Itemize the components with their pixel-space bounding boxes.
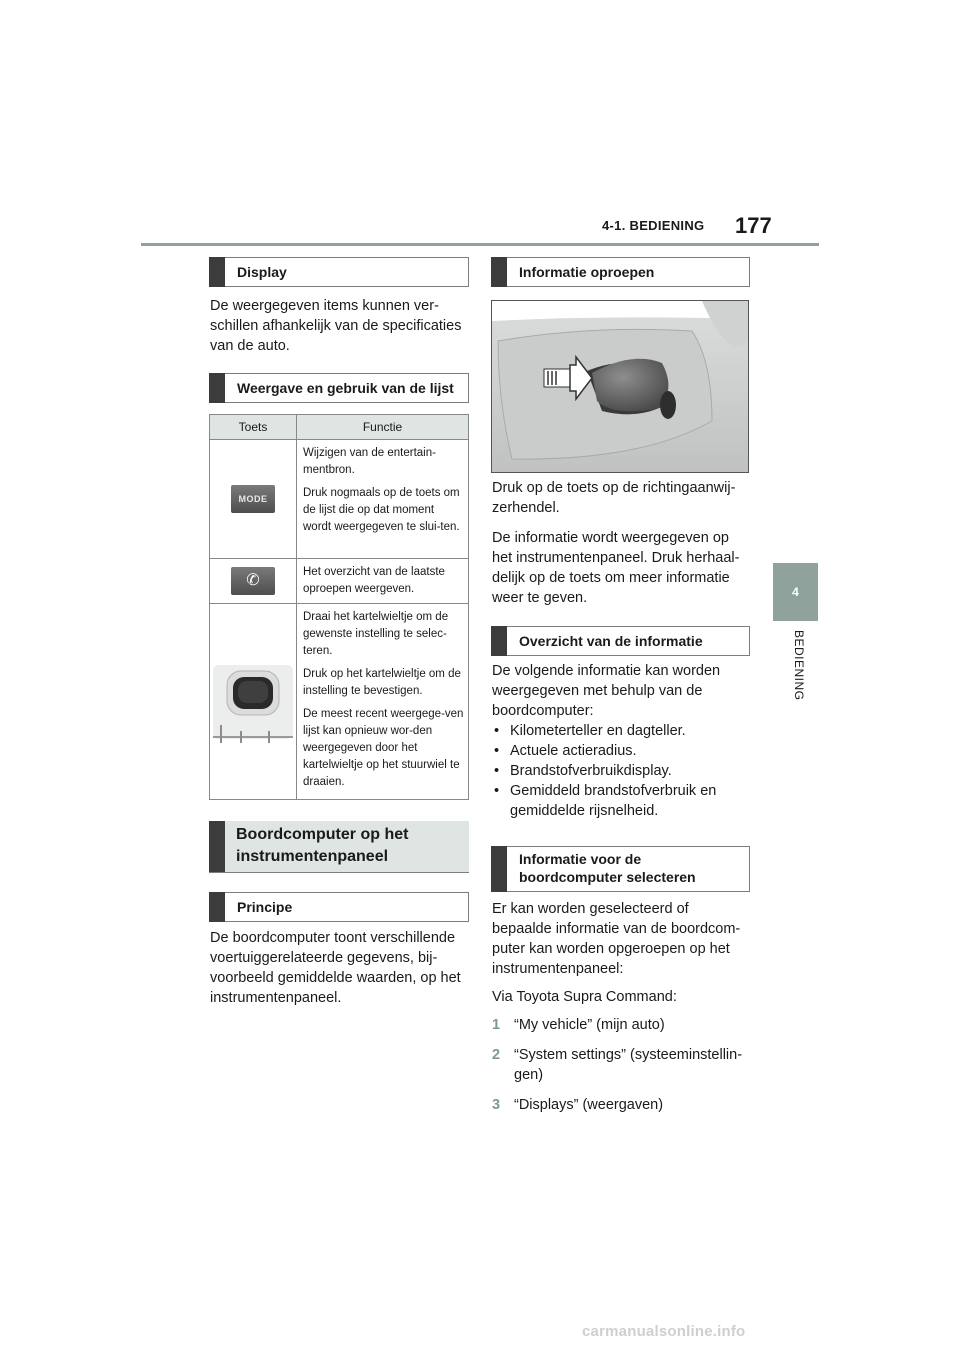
heading-bar bbox=[491, 257, 507, 287]
function-table bbox=[209, 414, 469, 800]
table-cell-key bbox=[210, 559, 297, 604]
list-item: • Brandstofverbruikdisplay. bbox=[492, 761, 750, 781]
function-line: Draai het kartelwieltje om de gewenste instelling te selec-teren. bbox=[303, 611, 449, 657]
list-item: • Actuele actieradius. bbox=[492, 741, 750, 761]
function-line: Het overzicht van de laatste oproepen weergeven. bbox=[303, 566, 445, 595]
steps-list bbox=[492, 1015, 750, 1115]
step-item bbox=[492, 1045, 750, 1085]
heading-bar bbox=[209, 257, 225, 287]
heading-principe-text: Principe bbox=[237, 899, 293, 915]
chapter-tab[interactable]: 4 bbox=[773, 563, 818, 621]
step-text: “System settings” (systeeminstellin-gen) bbox=[514, 1047, 743, 1083]
overzicht-list bbox=[492, 721, 750, 821]
heading-bar bbox=[209, 821, 225, 872]
function-line: Wijzigen van de entertain-mentbron. bbox=[303, 447, 436, 476]
selecteren-section bbox=[492, 899, 750, 1125]
mode-button-icon: MODE bbox=[231, 485, 275, 513]
heading-principe bbox=[209, 892, 469, 922]
step-text: “Displays” (weergaven) bbox=[514, 1097, 664, 1113]
table-cell-key bbox=[210, 440, 297, 559]
heading-display-text: Display bbox=[237, 264, 287, 280]
section-title: 4-1. BEDIENING bbox=[602, 218, 705, 233]
chapter-label: BEDIENING bbox=[792, 630, 806, 701]
step-number: 2 bbox=[492, 1047, 501, 1063]
function-line: Druk op het kartelwieltje om de instelling te bevestigen. bbox=[303, 668, 461, 697]
heading-bar bbox=[491, 626, 507, 656]
step-text: “My vehicle” (mijn auto) bbox=[514, 1017, 665, 1033]
heading-overzicht bbox=[491, 626, 750, 656]
step-number: 3 bbox=[492, 1097, 501, 1113]
table-cell-function bbox=[297, 604, 469, 800]
step-item bbox=[492, 1015, 750, 1035]
principe-paragraph bbox=[210, 928, 468, 1008]
heading-boordcomputer bbox=[209, 821, 469, 873]
heading-display bbox=[209, 257, 469, 287]
heading-oproepen-text: Informatie oproepen bbox=[519, 264, 655, 280]
heading-list-text: Weergave en gebruik van de lijst bbox=[237, 380, 454, 396]
oproepen-text-1: Druk op de toets op de richtingaanwij-zerhendel. bbox=[492, 480, 736, 516]
header-rule bbox=[141, 243, 819, 246]
table-cell-function bbox=[297, 559, 469, 604]
table-row bbox=[210, 559, 469, 604]
turn-signal-lever-illustration bbox=[492, 301, 748, 472]
table-header-function: Functie bbox=[297, 415, 469, 440]
chapter-label-wrap bbox=[786, 630, 806, 740]
table-cell-function bbox=[297, 440, 469, 559]
heading-bar bbox=[491, 846, 507, 892]
heading-bar bbox=[209, 373, 225, 403]
turn-signal-lever-image bbox=[491, 300, 749, 473]
via-text: Via Toyota Supra Command: bbox=[492, 989, 677, 1005]
list-item: • Gemiddeld brandstofverbruik en gemiddelde rijsnelheid. bbox=[492, 781, 750, 821]
heading-selecteren bbox=[491, 846, 750, 892]
footer-watermark[interactable]: carmanualsonline.info bbox=[582, 1323, 746, 1340]
principe-text: De boordcomputer toont verschillende voertuiggerelateerde gegevens, bij-voorbeeld gemiddelde waarden, op het instrumentenpaneel. bbox=[210, 930, 461, 1006]
selecteren-text: Er kan worden geselecteerd of bepaalde informatie van de boordcom-puter kan worden opgeroepen op het instrumentenpaneel: bbox=[492, 901, 741, 977]
table-header-row bbox=[210, 415, 469, 440]
heading-list bbox=[209, 373, 469, 403]
table-row bbox=[210, 440, 469, 559]
oproepen-text-2: De informatie wordt weergegeven op het instrumentenpaneel. Druk herhaal-delijk op de toets om meer informatie weer te geven. bbox=[492, 530, 740, 606]
overzicht-section bbox=[492, 661, 750, 821]
phone-icon: ✆ bbox=[231, 567, 275, 595]
table-cell-key bbox=[210, 604, 297, 800]
heading-bar bbox=[209, 892, 225, 922]
heading-boordcomputer-text: Boordcomputer op het instrumentenpaneel bbox=[236, 826, 409, 865]
display-text: De weergegeven items kunnen ver-schillen afhankelijk van de specificaties van de auto. bbox=[210, 298, 462, 354]
heading-oproepen bbox=[491, 257, 750, 287]
list-item: • Kilometerteller en dagteller. bbox=[492, 721, 750, 741]
table-header-key: Toets bbox=[210, 415, 297, 440]
table-row bbox=[210, 604, 469, 800]
heading-selecteren-text: Informatie voor de boordcomputer selecteren bbox=[519, 851, 696, 885]
thumbwheel-icon bbox=[211, 655, 295, 745]
oproepen-paragraph bbox=[492, 478, 750, 608]
function-line: De meest recent weergege-ven lijst kan opnieuw wor-den weergegeven door het kartelwieltje op het stuurwiel te draaien. bbox=[303, 708, 464, 788]
step-number: 1 bbox=[492, 1017, 501, 1033]
overzicht-intro: De volgende informatie kan worden weergegeven met behulp van de boordcomputer: bbox=[492, 663, 721, 719]
display-paragraph bbox=[210, 296, 468, 356]
function-line: Druk nogmaals op de toets om de lijst die op dat moment wordt weergegeven te slui-ten. bbox=[303, 487, 460, 533]
page-number: 177 bbox=[735, 213, 772, 238]
step-item bbox=[492, 1095, 750, 1115]
heading-overzicht-text: Overzicht van de informatie bbox=[519, 633, 703, 649]
